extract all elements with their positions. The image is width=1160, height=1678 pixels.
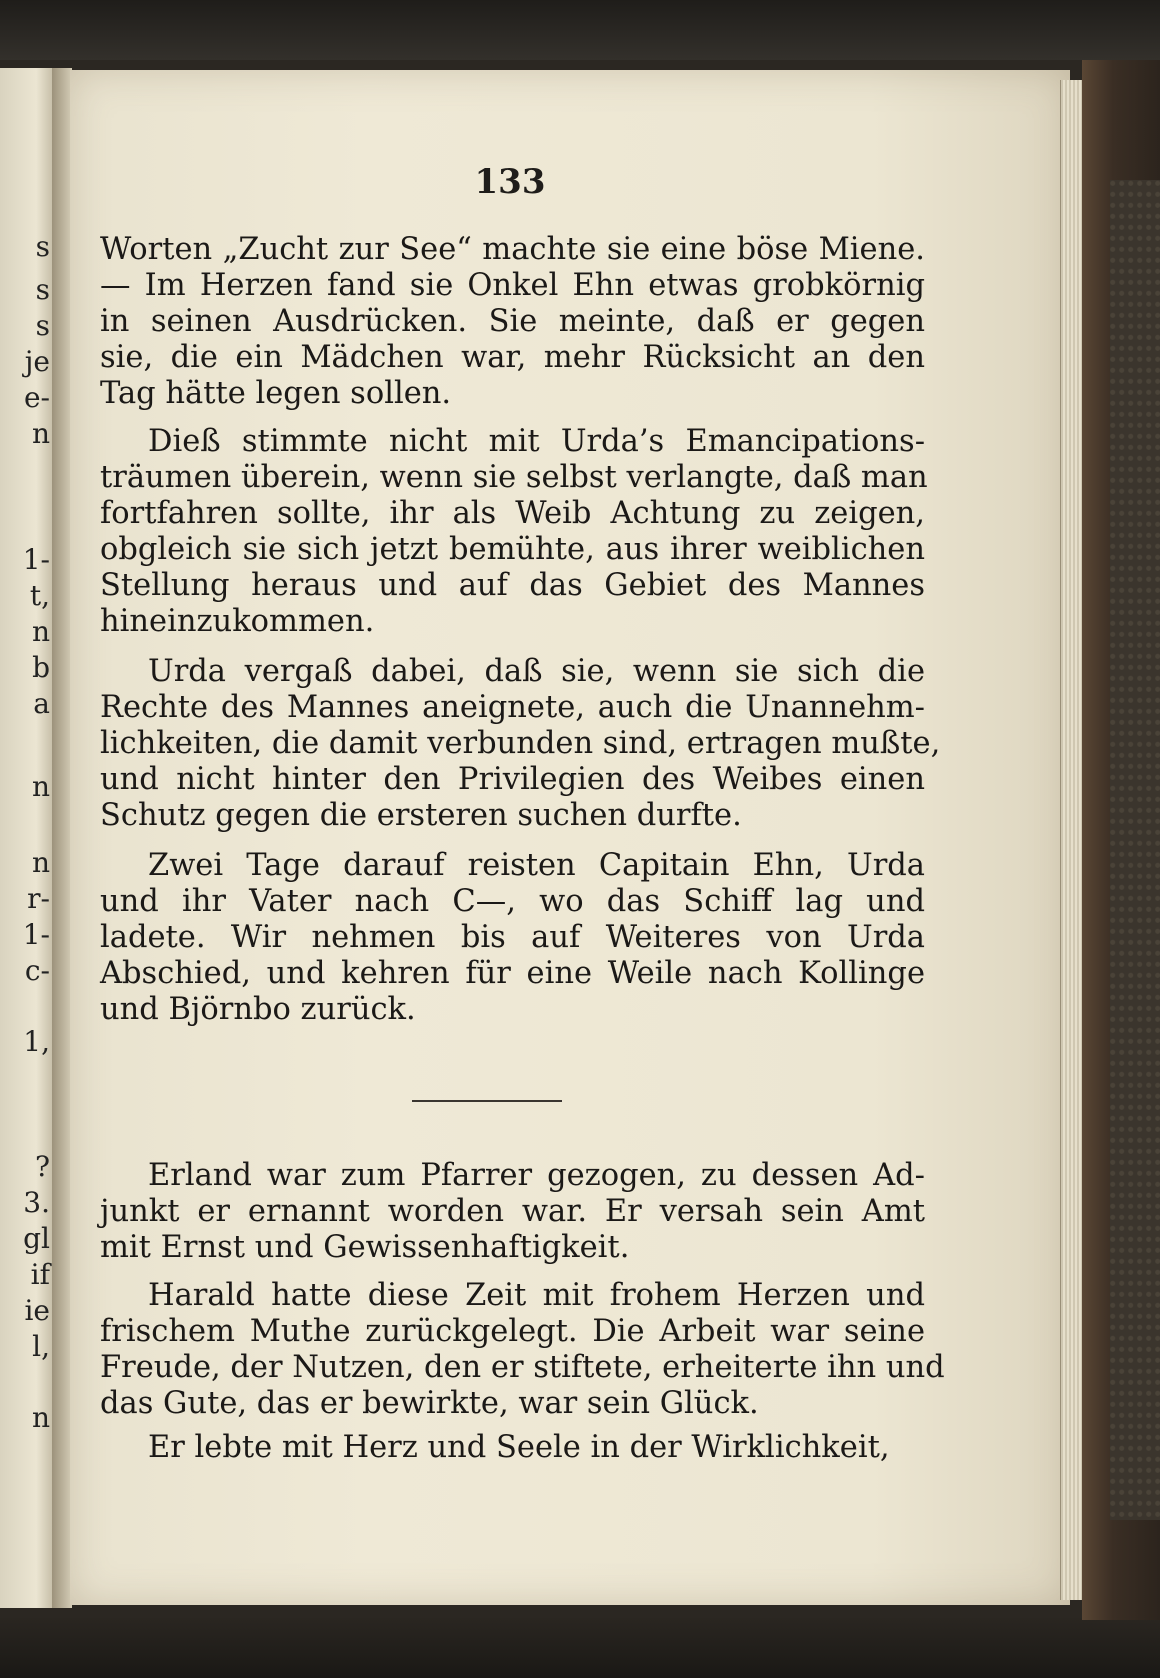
text-line: sie, die ein Mädchen war, mehr Rücksicht an den — [100, 340, 925, 375]
text-line: Tag hätte legen sollen. — [100, 376, 452, 411]
text-line: in seinen Ausdrücken. Sie meinte, daß er gegen — [100, 304, 925, 339]
left-page-fragment: n — [31, 846, 50, 879]
left-page-edge — [0, 68, 54, 1608]
text-line: Stellung heraus und auf das Gebiet des Mannes — [100, 568, 925, 603]
paragraph-1 — [100, 232, 925, 412]
text-line: Freude, der Nutzen, den er stiftete, erheiterte ihn und — [100, 1350, 945, 1385]
left-page-fragment: e- — [23, 381, 50, 414]
left-page-fragment: c- — [24, 954, 50, 987]
text-line: obgleich sie sich jetzt bemühte, aus ihrer weiblichen — [100, 532, 925, 567]
page-number: 133 — [474, 162, 546, 202]
left-page-fragment: r- — [27, 882, 50, 915]
text-line: Worten „Zucht zur See“ machte sie eine böse Miene. — [100, 232, 925, 267]
page-block-edge — [1060, 80, 1083, 1600]
left-page-fragment: n — [31, 770, 50, 803]
worn-cover-corner — [1110, 180, 1160, 1520]
text-line: träumen überein, wenn sie selbst verlangte, daß man — [100, 460, 928, 495]
text-line: Rechte des Mannes aneignete, auch die Unannehm- — [100, 690, 925, 725]
left-page-fragment: t, — [29, 579, 50, 612]
left-page-fragment: je — [24, 345, 50, 378]
paragraph-2 — [100, 424, 928, 640]
text-line: Dieß stimmte nicht mit Urda’s Emancipations- — [148, 424, 925, 459]
left-page-fragment: gl — [23, 1222, 50, 1255]
text-line: Abschied, und kehren für eine Weile nach Kollinge — [100, 956, 925, 991]
text-line: fortfahren sollte, ihr als Weib Achtung zu zeigen, — [100, 496, 925, 531]
text-line: Harald hatte diese Zeit mit frohem Herzen und — [148, 1278, 925, 1313]
left-page-fragment: ? — [34, 1150, 50, 1183]
left-page-fragment: ie — [24, 1294, 50, 1327]
text-line: das Gute, das er bewirkte, war sein Glück. — [100, 1386, 759, 1421]
left-page-fragment: n — [31, 615, 50, 648]
left-page-fragment: a — [33, 687, 50, 720]
text-line: hineinzukommen. — [100, 604, 375, 639]
section-divider — [412, 1100, 562, 1102]
text-line: mit Ernst und Gewissenhaftigkeit. — [100, 1230, 630, 1265]
paragraph-6 — [100, 1278, 945, 1422]
left-page-fragment: n — [31, 1401, 50, 1434]
left-page-fragment: n — [31, 417, 50, 450]
left-page-fragment: l, — [32, 1330, 50, 1363]
text-line: junkt er ernannt worden war. Er versah sein Amt — [100, 1194, 925, 1229]
text-line: Schutz gegen die ersteren suchen durfte. — [100, 798, 742, 833]
text-line: Er lebte mit Herz und Seele in der Wirklichkeit, — [148, 1430, 890, 1465]
text-line: — Im Herzen fand sie Onkel Ehn etwas grobkörnig — [100, 268, 925, 303]
paragraph-7 — [100, 1430, 925, 1466]
book-gutter — [52, 68, 72, 1608]
left-page-fragment: 1- — [22, 543, 50, 576]
text-line: frischem Muthe zurückgelegt. Die Arbeit war seine — [100, 1314, 925, 1349]
left-page-fragment: 1- — [22, 918, 50, 951]
paragraph-5 — [100, 1158, 925, 1266]
paragraph-3 — [100, 654, 941, 834]
bottom-shadow — [0, 1618, 1160, 1678]
left-page-fragment: 1, — [23, 1025, 50, 1058]
left-page-fragment: s — [35, 230, 50, 263]
left-page-fragment: s — [35, 309, 50, 342]
paragraph-4 — [100, 848, 925, 1028]
text-line: Zwei Tage darauf reisten Capitain Ehn, Urda — [148, 848, 925, 883]
text-line: Erland war zum Pfarrer gezogen, zu dessen Ad- — [148, 1158, 925, 1193]
text-line: und ihr Vater nach C—, wo das Schiff lag und — [100, 884, 925, 919]
text-line: lichkeiten, die damit verbunden sind, ertragen mußte, — [100, 726, 941, 761]
text-line: Urda vergaß dabei, daß sie, wenn sie sich die — [148, 654, 925, 689]
top-shadow — [0, 0, 1160, 60]
text-line: und nicht hinter den Privilegien des Weibes einen — [100, 762, 925, 797]
text-line: und Björnbo zurück. — [100, 992, 416, 1027]
text-line: ladete. Wir nehmen bis auf Weiteres von Urda — [100, 920, 925, 955]
left-page-fragment: b — [32, 651, 50, 684]
left-page-fragment: if — [30, 1258, 50, 1291]
left-page-fragment: 3. — [23, 1186, 50, 1219]
left-page-fragment: s — [35, 273, 50, 306]
